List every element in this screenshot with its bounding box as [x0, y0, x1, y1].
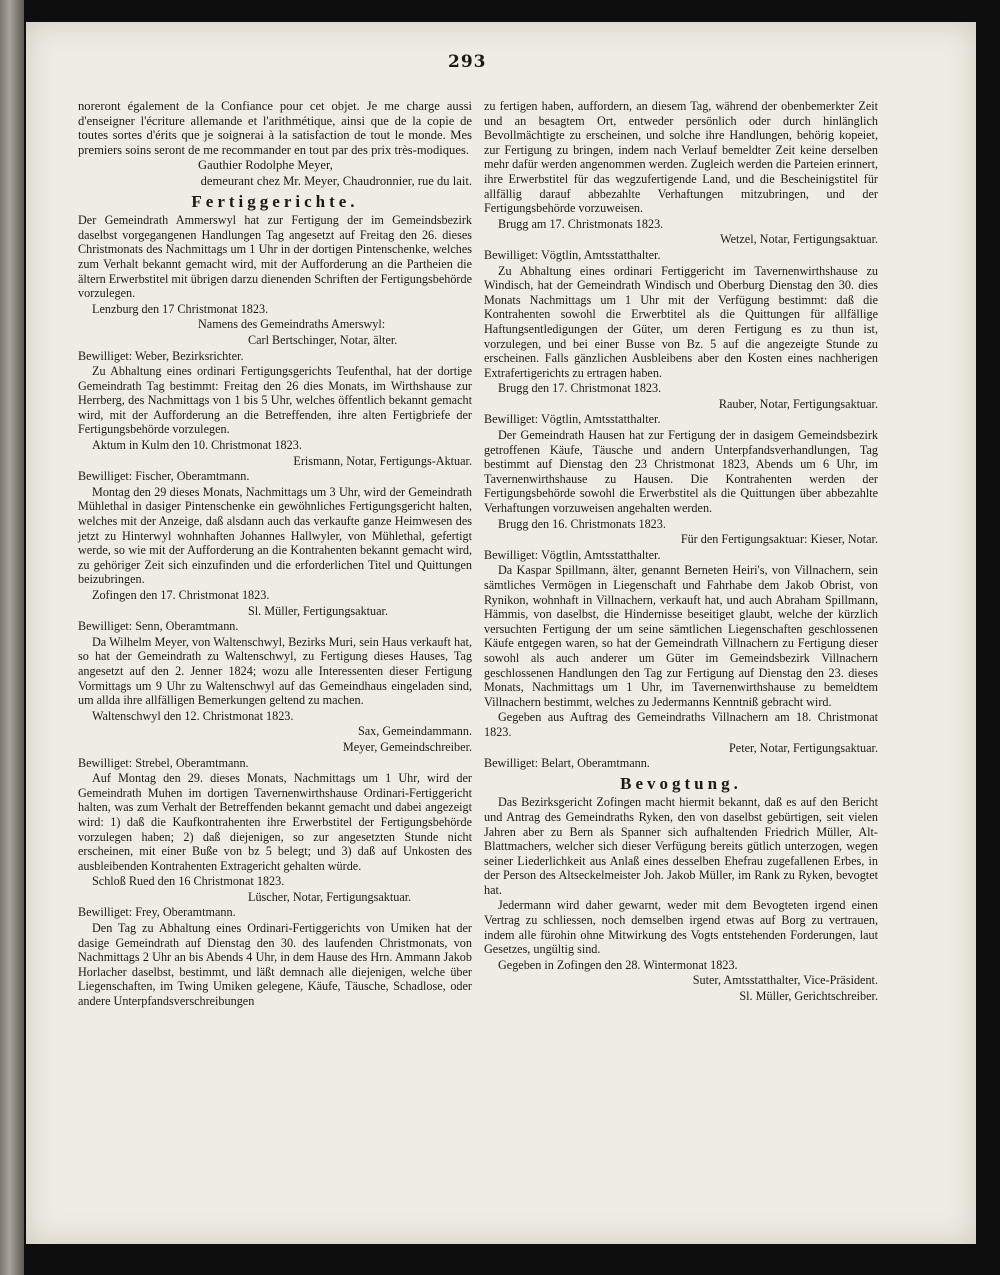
notice-ammerswyl-date: Lenzburg den 17 Christmonat 1823. — [92, 301, 269, 316]
notice-hausen-signature: Für den Fertigungsaktuar: Kieser, Notar. — [680, 532, 878, 547]
notice-waltenschwyl-signature-line1: Sax, Gemeindammann. — [357, 724, 472, 739]
notice-waltenschwyl-text: Da Wilhelm Meyer, von Waltenschwyl, Bezirks Muri, sein Haus verkauft hat, so hat der Gemeindrath zu Waltenschwyl, zu Fertigung dieses Hauses, Tag angesetzt auf den 2. Jenner 1824; wozu alle Interessenten dieser Fertigung Vormittags um 9 Uhr zu Waltenschwyl auf das Gemeindhaus eingeladen sind, um allda ihre allfälligen Bemerkungen geltend zu machen. — [78, 634, 472, 708]
notice-umiken-signature: Wetzel, Notar, Fertigungsaktuar. — [720, 232, 878, 247]
notice-windisch-text: Zu Abhaltung eines ordinari Fertiggericht im Tavernenwirthshause zu Windisch, hat der Gemeindrath Windisch und Oberburg Dienstag den 30. dies Monats Nachmittags um 1 Uhr mit der Verfügung bestimmt: daß die Kontrahenten sowohl die Erwerbtitel als die Quittungen für allfällige Haftungsentledigungen der Güter, um deren Fertigung es zu thun ist, vorzulegen, und bei einer Busse von Bz. 5 auf die angezeigte Stunde zu erscheinen. Falls gänzlichen Ausbleibens aber den Kosten eines nachherigen Extrafertigerichts zu ertragen haben. — [484, 263, 878, 380]
notice-teufenthal-approval: Bewilliget: Fischer, Oberamtmann. — [78, 469, 250, 484]
notice-ammerswyl-text: Der Gemeindrath Ammerswyl hat zur Fertigung der im Gemeindsbezirk daselbst vorgegangenen Handlungen Tag angesetzt auf Freitag den 26. dieses Christmonats des Nachmittags um 1 Uhr in der dortigen Pintenschenke, welches zum Verhalt bekannt gemacht wird, mit der Aufforderung an die Partheien die ältern Erwerbstitel mit übrigen darzu dienenden Schriften der Fertigungsbehörde vorzulegen. — [78, 213, 472, 301]
notice-umiken-date: Brugg am 17. Christmonats 1823. — [498, 216, 664, 231]
notice-hausen-text: Der Gemeindrath Hausen hat zur Fertigung der in dasigem Gemeindsbezirk getroffenen Käufe, Täusche und andern Unterpfandsverhandlungen, Tag bestimmt auf Dienstag den 23 Christmonat 1823, Abends um 6 Uhr, im Tavernenwirthshause zu Hausen. Die Kontrahenten werden der Fertigungsbehörde sowohl die Erwerbstitel als die Quittungen über abbezahlte Verhaftungen vorzuweisen angehalten werden. — [484, 428, 878, 516]
notice-ammerswyl-signature-line1: Namens des Gemeindraths Amerswyl: — [198, 317, 386, 332]
right-column — [484, 99, 878, 1005]
notice-windisch-signature: Rauber, Notar, Fertigungsaktuar. — [718, 396, 878, 411]
notice-hausen-approval: Bewilliget: Vögtlin, Amtsstatthalter. — [484, 547, 661, 562]
notice-ammerswyl-approval: Bewilliget: Weber, Bezirksrichter. — [78, 348, 244, 363]
section-heading-bevogtung: Bevogtung. — [620, 773, 742, 793]
notice-muehlethal-text: Montag den 29 dieses Monats, Nachmittags um 3 Uhr, wird der Gemeindrath Mühlethal in dasiger Pintenschenke ein gewöhnliches Fertigungsgericht halten, welches mit der Anzeige, daß alsdann auch das verkaufte ganze Heimwesen des jetzt zu Hinterwyl wohnhaften Johannes Hallwyler, von Mühlethal, gefertigt werde, so wie mit der Aufforderung an die Kontrahenten bekannt gemacht wird, zu gehöriger Zeit sich einzufinden und die erforderlichen Titel und Quittungen beizubringen. — [78, 484, 472, 587]
page-number: 293 — [448, 52, 487, 72]
notice-teufenthal-date: Aktum in Kulm den 10. Christmonat 1823. — [92, 438, 302, 453]
french-notice-signature-address: demeurant chez Mr. Meyer, Chaudronnier, rue du lait. — [200, 173, 472, 188]
notice-muehlethal-approval: Bewilliget: Senn, Oberamtmann. — [78, 619, 239, 634]
french-notice-text: noreront également de la Confiance pour cet objet. Je me charge aussi d'enseigner l'écriture allemande et l'arithmétique, ainsi que de la copie de toutes sortes d'érits que je soignerai à la satisfaction de tout le monde. Mes premiers soins seront de me recommander en tout par des prix très-modiques. — [78, 99, 472, 157]
notice-windisch-date: Brugg den 17. Christmonat 1823. — [498, 381, 662, 396]
notice-waltenschwyl-signature-line2: Meyer, Gemeindschreiber. — [342, 739, 472, 754]
notice-villnachern-signature: Peter, Notar, Fertigungsaktuar. — [729, 740, 878, 755]
french-notice-signature-name: Gauthier Rodolphe Meyer, — [198, 158, 333, 173]
notice-muehlethal-signature: Sl. Müller, Fertigungsaktuar. — [248, 603, 388, 618]
notice-villnachern-approval: Bewilliget: Belart, Oberamtmann. — [484, 756, 650, 771]
notice-bevogtung-signature-line2: Sl. Müller, Gerichtschreiber. — [739, 989, 878, 1004]
notice-ammerswyl-signature-line2: Carl Bertschinger, Notar, älter. — [248, 332, 398, 347]
notice-umiken-continued-text: zu fertigen haben, auffordern, an diesem Tag, während der obenbemerkter Zeit und an besagtem Ort, entweder persönlich oder durch hinlänglich Bevollmächtigte zu erscheinen, und solche ihre Handlungen, behörig kopeiet, zur Fertigung zu bringen, indem nach Verlauf bemeldter Zeit keine derselben mehr dafür werden angenommen werden. Zugleich werden die Parteien erinnert, ihre Erwerbstitel für das wegzufertigende Land, und die Bescheinigstitel für allfällig darauf abbezahlte Verhaftungen mitzubringen, und der Fertigungsbehörde vorzuweisen. — [484, 99, 878, 216]
notice-villnachern-text: Da Kaspar Spillmann, älter, genannt Berneten Heiri's, von Villnachern, sein sämtliches Vermögen in Liegenschaft und Fahrhabe dem Jakob Obrist, von Rynikon, wohnhaft in Villnachern, verkauft hat, und auch Abraham Spillmann, Hämmis, von daselbst, die Hindernisse beseitiget glaubt, welche der kürzlich versuchten Fertigung der um seine sämtlichen Liegenschaften geschlossenen Käufe entgegen waren, so hat der Gemeindrath Villnachern zu Fertigung dieser sowohl als auch anderer um Güter im Gemeindsbezirk Villnachern geschlossenen Handlungen den Tag zur Fertigung auf Dienstag den 23. dieses Monats, Nachmittags um 1 Uhr, im Tavernenwirthshause zu bemeldtem Villnachern bestimmt, welches zu Jedermanns Kenntniß gebracht wird. — [484, 563, 878, 709]
notice-muhen-text: Auf Montag den 29. dieses Monats, Nachmittags um 1 Uhr, wird der Gemeindrath Muhen im dortigen Tavernenwirthshause Ordinari-Fertiggericht halten, was zum Verhalt der Betreffenden bekannt gemacht und dabei angezeigt wird: 1) daß die Kaufkontrahenten ihre Erwerbstitel der Fertigungsbehörde vorzulegen haben; 2) daß diejenigen, so zur angesetzten Stunde nicht erscheinen, mit einer Buße von bz 5 belegt; und 3) daß auf Unkosten des ausbleibenden Kontrahenten Extragericht gehalten würde. — [78, 771, 472, 873]
notice-teufenthal-signature: Erismann, Notar, Fertigungs-Aktuar. — [293, 453, 472, 468]
notice-waltenschwyl-approval: Bewilliget: Strebel, Oberamtmann. — [78, 755, 249, 770]
notice-windisch-approval: Bewilliget: Vögtlin, Amtsstatthalter. — [484, 412, 661, 427]
notice-umiken-approval: Bewilliget: Vögtlin, Amtsstatthalter. — [484, 247, 661, 262]
notice-waltenschwyl-date: Waltenschwyl den 12. Christmonat 1823. — [92, 708, 294, 723]
notice-muhen-signature: Lüscher, Notar, Fertigungsaktuar. — [248, 889, 412, 904]
notice-hausen-date: Brugg den 16. Christmonats 1823. — [498, 516, 666, 531]
section-heading-fertiggerichte: Fertiggerichte. — [191, 191, 359, 211]
book-binding-edge — [0, 0, 24, 1275]
notice-villnachern-date: Gegeben aus Auftrag des Gemeindraths Villnachern am 18. Christmonat 1823. — [484, 710, 878, 739]
notice-teufenthal-text: Zu Abhaltung eines ordinari Fertigungsgerichts Teufenthal, hat der dortige Gemeindrath Tag bestimmt: Freitag den 26 dies Monats, im Wirthshause zur Herrberg, des Nachmittags von 1 bis 5 Uhr, welches öffentlich bekannt gemacht wird, mit der Aufforderung an die Betreffenden, ihre alten Fertigbriefe der Fertigungsbehörde vorzulegen. — [78, 364, 472, 437]
notice-bevogtung-date: Gegeben in Zofingen den 28. Wintermonat 1823. — [498, 957, 738, 972]
notice-muhen-date: Schloß Rued den 16 Christmonat 1823. — [92, 874, 285, 889]
notice-bevogtung-text: Das Bezirksgericht Zofingen macht hiermit bekannt, daß es auf den Bericht und Antrag des Gemeindraths Ryken, den von daselbst gebürtigen, seit vielen Jahren aber zu Bern als Spanner sich aufhaltenden Friedrich Müller, Alt-Blattmachers, welcher sich dieser Verfügung bereits gütlich unterzogen, wegen seiner Liederlichkeit aus Anlaß eines desselben Ehefrau zugefallenen Erbes, in der Person des Altseckelmeister Joh. Jakob Müller, im Rank zu Ryken, bevogtet hat. — [484, 795, 878, 897]
notice-bevogtung-signature-line1: Suter, Amtsstatthalter, Vice-Präsident. — [692, 973, 878, 988]
notice-muehlethal-date: Zofingen den 17. Christmonat 1823. — [92, 588, 270, 602]
left-column — [78, 99, 472, 1010]
notice-muhen-approval: Bewilliget: Frey, Oberamtmann. — [78, 905, 236, 920]
notice-bevogtung-warning: Jedermann wird daher gewarnt, weder mit dem Bevogteten irgend einen Vertrag zu schliessen, noch demselben irgend etwas auf Borg zu vertrauen, indem alle fürohin ohne Mitwirkung des Vogts entstehenden Forderungen, laut Gesetzes, ungültig sind. — [484, 898, 878, 957]
notice-umiken-text: Den Tag zu Abhaltung eines Ordinari-Fertiggerichts von Umiken hat der dasige Gemeindrath auf Dienstag den 30. des laufenden Christmonats, von Nachmittags 2 Uhr an bis Abends 4 Uhr, in dem Hause des Hrn. Ammann Jakob Horlacher daselbst, bestimmt, und läßt demnach alle diejenigen, welche über Liegenschaften, im Twing Umiken gelegene, Käufe, Täusche, Schadlose, oder andere Unterpfandsverschreibungen — [78, 921, 472, 1009]
